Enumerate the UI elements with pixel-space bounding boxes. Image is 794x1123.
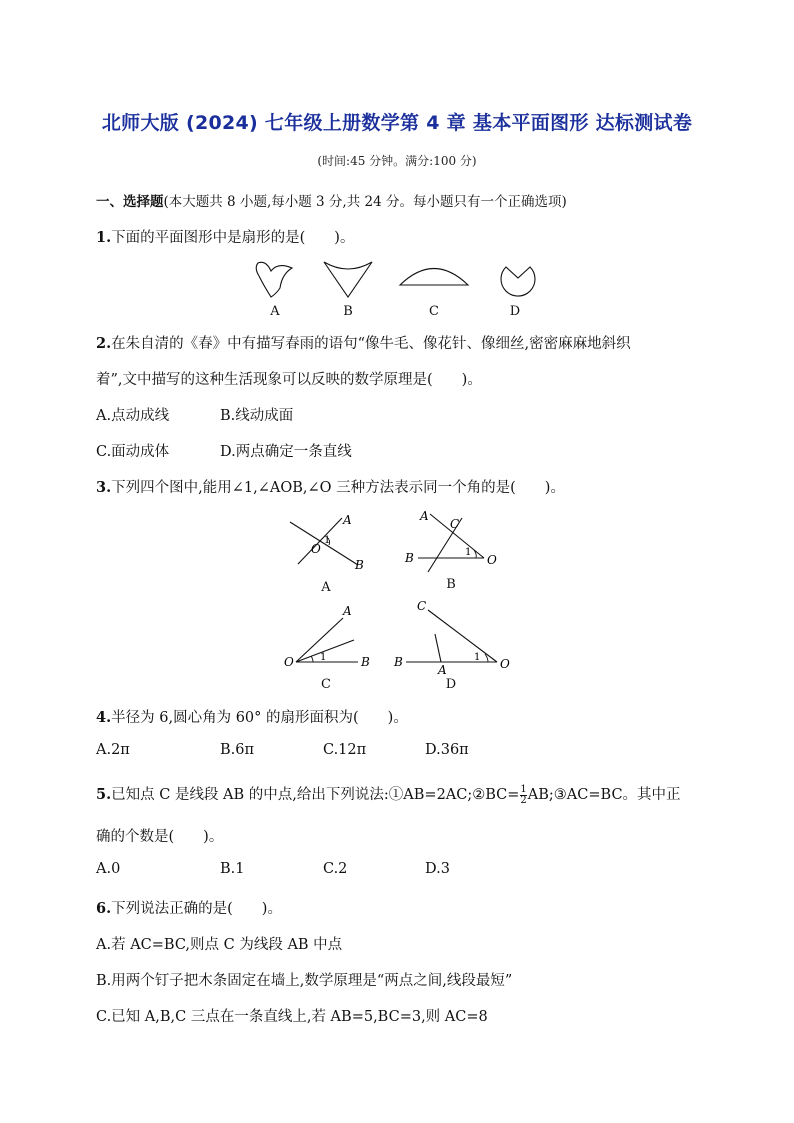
question-number: 6. xyxy=(96,900,112,917)
q1-figure-d xyxy=(501,267,535,296)
q1-figure-c xyxy=(400,269,468,286)
q3-figure-a xyxy=(290,513,364,572)
question-number: 5. xyxy=(96,786,112,803)
question-6 xyxy=(96,897,282,918)
q2-option-b: B.线动成面 xyxy=(220,408,294,424)
fraction-numerator: 1 xyxy=(520,783,527,795)
q4-option-c: C.12π xyxy=(323,742,367,758)
q3c-label-a: A xyxy=(343,604,352,618)
question-3 xyxy=(96,476,565,497)
question-number: 2. xyxy=(96,335,112,352)
q5-option-d: D.3 xyxy=(425,861,450,877)
q3c-label-o: O xyxy=(284,655,294,669)
q3-label-b: B xyxy=(446,577,456,592)
question-text: 下面的平面图形中是扇形的是( )。 xyxy=(111,230,355,246)
q3b-label-c: C xyxy=(450,517,460,531)
q3d-label-b: B xyxy=(394,655,403,669)
q4-option-d: D.36π xyxy=(425,742,469,758)
q3d-label-a: A xyxy=(438,663,447,677)
q1-label-d: D xyxy=(509,304,521,319)
question-number: 1. xyxy=(96,229,112,246)
q3c-label-1: 1 xyxy=(320,652,327,663)
question-text: 半径为 6,圆心角为 60° 的扇形面积为( )。 xyxy=(111,710,408,726)
question-1 xyxy=(96,226,354,247)
q3d-label-1: 1 xyxy=(474,652,481,663)
section-description: (本大题共 8 小题,每小题 3 分,共 24 分。每小题只有一个正确选项) xyxy=(163,194,567,210)
question-2 xyxy=(96,332,631,353)
q6-option-c: C.已知 A,B,C 三点在一条直线上,若 AB=5,BC=3,则 AC=8 xyxy=(96,1009,488,1025)
q1-label-b: B xyxy=(343,304,353,319)
q3b-label-b: B xyxy=(405,551,414,565)
q1-figure-b xyxy=(324,262,372,297)
q3d-label-o: O xyxy=(500,657,510,671)
question-text-line1: 在朱自清的《春》中有描写春雨的语句“像牛毛、像花针、像细丝,密密麻麻地斜织 xyxy=(111,336,631,352)
question-5-line2: 确的个数是( )。 xyxy=(96,829,224,845)
question-text-pre: 已知点 C 是线段 AB 的中点,给出下列说法:①AB=2AC;②BC= xyxy=(111,787,520,803)
q3a-label-a: A xyxy=(343,513,352,527)
question-text: 下列四个图中,能用∠1,∠AOB,∠O 三种方法表示同一个角的是( )。 xyxy=(111,480,565,496)
q1-label-a: A xyxy=(270,304,280,319)
question-2-line2: 着”,文中描写的这种生活现象可以反映的数学原理是( )。 xyxy=(96,372,482,388)
fraction-denominator: 2 xyxy=(520,794,527,806)
q1-figures xyxy=(0,254,794,314)
q5-option-a: A.0 xyxy=(96,861,121,877)
q3b-label-a: A xyxy=(420,509,429,523)
q2-option-a: A.点动成线 xyxy=(96,408,170,424)
page-title: 北师大版 (2024) 七年级上册数学第 4 章 基本平面图形 达标测试卷 xyxy=(101,112,693,134)
section-title: 一、选择题 xyxy=(96,194,164,210)
fraction-one-half xyxy=(520,785,526,806)
q6-option-a: A.若 AC=BC,则点 C 为线段 AB 中点 xyxy=(96,937,343,953)
q2-option-c: C.面动成体 xyxy=(96,444,170,460)
question-text: 下列说法正确的是( )。 xyxy=(111,901,282,917)
q3a-label-o: O xyxy=(311,542,321,556)
question-5 xyxy=(96,783,681,806)
q3-figure-c xyxy=(284,604,370,669)
question-4 xyxy=(96,706,408,727)
q3-label-d: D xyxy=(445,677,457,692)
q5-option-c: C.2 xyxy=(323,861,348,877)
question-text-post: AB;③AC=BC。其中正 xyxy=(527,787,681,803)
q3-label-a: A xyxy=(321,580,331,595)
q4-option-b: B.6π xyxy=(220,742,255,758)
q2-option-d: D.两点确定一条直线 xyxy=(220,444,352,460)
q1-label-c: C xyxy=(429,304,439,319)
q3-figures xyxy=(0,500,794,690)
q3b-label-o: O xyxy=(487,553,497,567)
q3d-label-c: C xyxy=(417,599,427,613)
q1-figure-a xyxy=(256,262,292,297)
q5-option-b: B.1 xyxy=(220,861,245,877)
question-number: 4. xyxy=(96,709,112,726)
q3-figure-b xyxy=(404,509,497,572)
q6-option-b: B.用两个钉子把木条固定在墙上,数学原理是“两点之间,线段最短” xyxy=(96,973,513,989)
q3-figure-d xyxy=(393,599,510,677)
q3-label-c: C xyxy=(321,677,331,692)
page-subtitle: (时间:45 分钟。满分:100 分) xyxy=(317,154,477,168)
q4-option-a: A.2π xyxy=(96,742,130,758)
q3b-label-1: 1 xyxy=(465,547,472,558)
section-heading xyxy=(96,190,567,210)
q3a-label-b: B xyxy=(355,558,364,572)
q3a-label-1: 1 xyxy=(324,535,331,546)
q3c-label-b: B xyxy=(361,655,370,669)
question-number: 3. xyxy=(96,479,112,496)
